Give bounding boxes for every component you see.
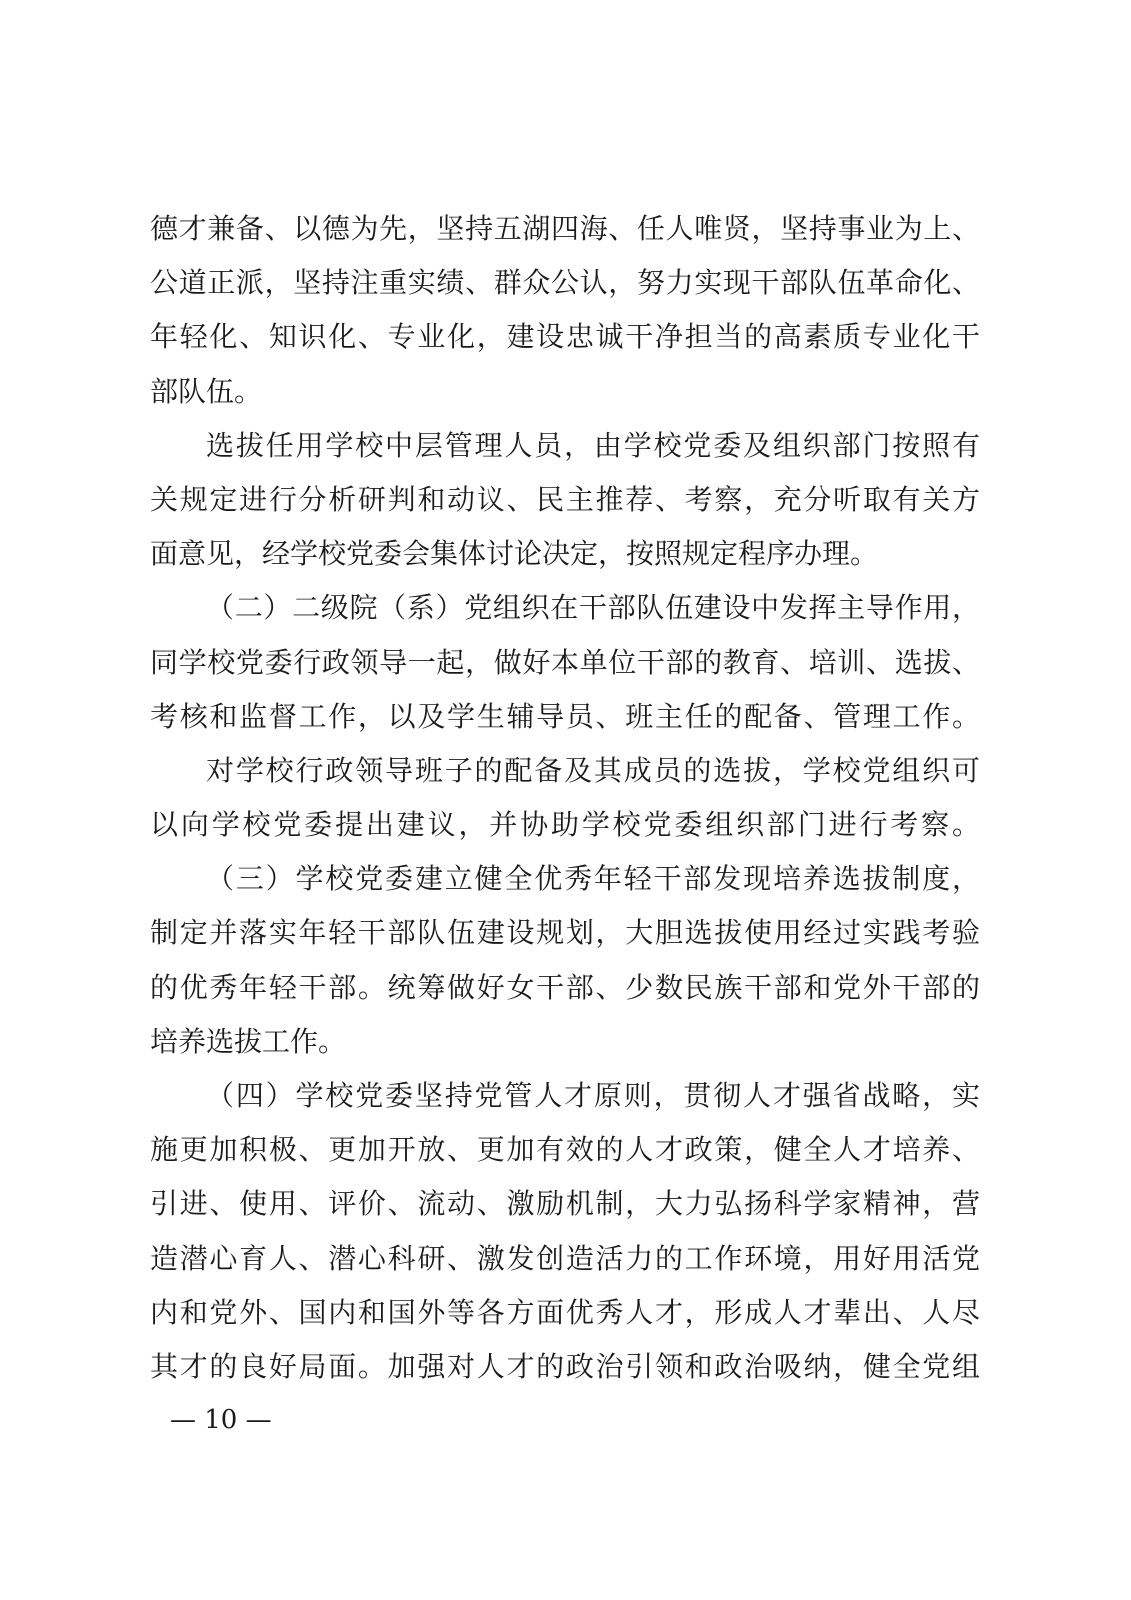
text-line: 造潜心育人、潜心科研、激发创造活力的工作环境，用好用活党 [150,1241,980,1275]
text-line: 面意见，经学校党委会集体讨论决定，按照规定程序办理。 [150,537,879,571]
text-line: 内和党外、国内和国外等各方面优秀人才，形成人才辈出、人尽 [150,1295,980,1329]
text-line: 施更加积极、更加开放、更加有效的人才政策，健全人才培养、 [150,1133,980,1167]
text-line: 制定并落实年轻干部队伍建设规划，大胆选拔使用经过实践考验 [150,916,980,950]
text-line: 年轻化、知识化、专业化，建设忠诚干净担当的高素质专业化干 [150,320,980,354]
page-number: — 10 — [170,1405,272,1435]
text-line: 公道正派，坚持注重实绩、群众公认，努力实现干部队伍革命化、 [150,266,980,300]
paragraph-3 [150,581,980,744]
text-line: 培养选拔工作。 [150,1024,347,1058]
text-line: 其才的良好局面。加强对人才的政治引领和政治吸纳，健全党组 [150,1349,980,1383]
text-line: 德才兼备、以德为先，坚持五湖四海、任人唯贤，坚持事业为上、 [150,212,980,245]
text-line: 的优秀年轻干部。统筹做好女干部、少数民族干部和党外干部的 [150,970,980,1004]
text-line: （三）学校党委建立健全优秀年轻干部发现培养选拔制度， [206,862,980,896]
text-line: 引进、使用、评价、流动、激励机制，大力弘扬科学家精神，营 [150,1187,980,1221]
paragraph-1 [150,202,980,419]
text-line: （二）二级院（系）党组织在干部队伍建设中发挥主导作用， [206,591,980,625]
text-line: 考核和监督工作，以及学生辅导员、班主任的配备、管理工作。 [150,699,980,733]
paragraph-5 [150,852,980,1069]
document-body [150,202,980,1394]
text-line: 以向学校党委提出建议，并协助学校党委组织部门进行考察。 [150,808,980,842]
text-line: （四）学校党委坚持党管人才原则，贯彻人才强省战略，实 [206,1079,980,1112]
text-line: 对学校行政领导班子的配备及其成员的选拔，学校党组织可 [206,753,980,787]
text-line: 关规定进行分析研判和动议、民主推荐、考察，充分听取有关方 [150,482,980,516]
paragraph-4 [150,744,980,852]
text-line: 同学校党委行政领导一起，做好本单位干部的教育、培训、选拔、 [150,645,980,679]
paragraph-2 [150,419,980,582]
paragraph-6 [150,1069,980,1394]
text-line: 选拔任用学校中层管理人员，由学校党委及组织部门按照有 [206,428,980,462]
text-line: 部队伍。 [150,374,263,408]
